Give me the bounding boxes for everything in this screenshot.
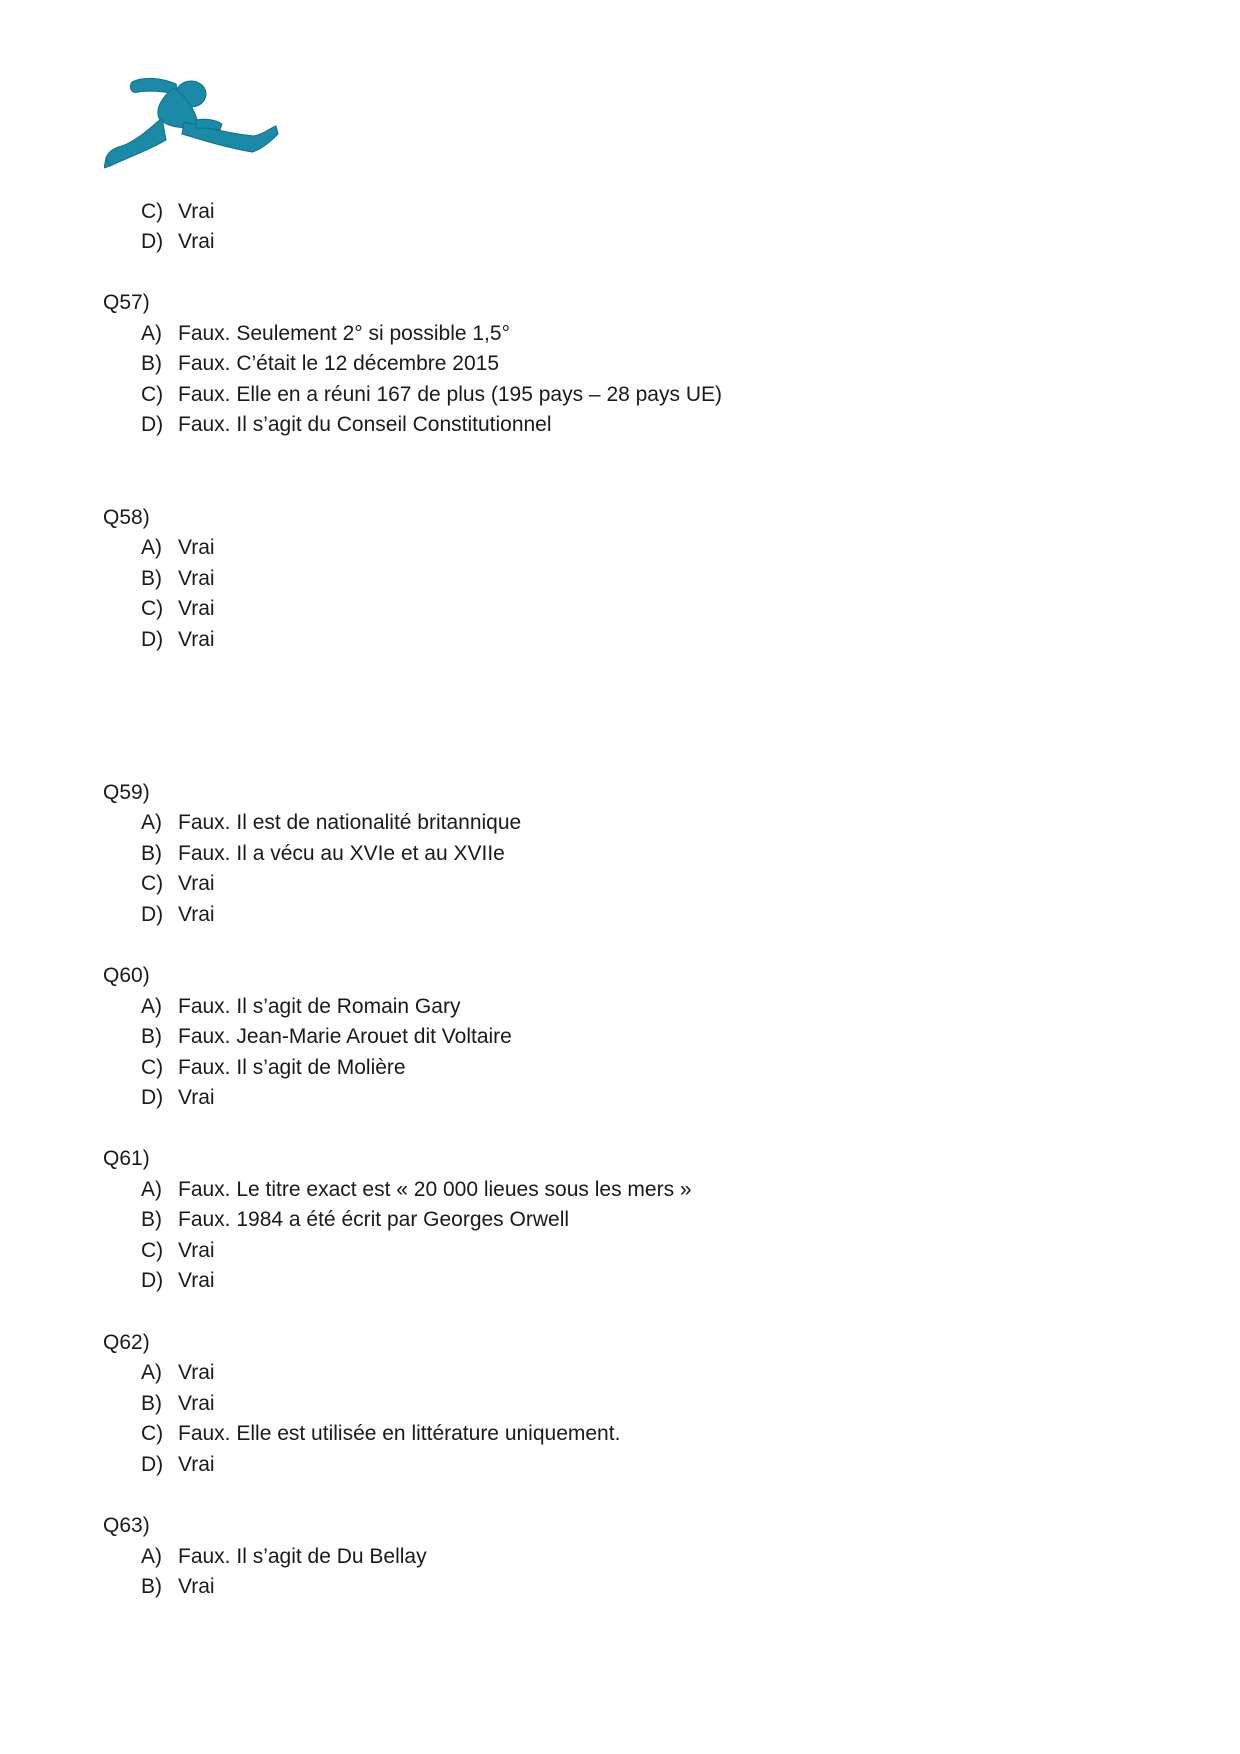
answer-text: Vrai bbox=[178, 567, 215, 590]
answer-letter: A) bbox=[141, 536, 162, 559]
answer-text: Faux. Il a vécu au XVIe et au XVIIe bbox=[178, 842, 505, 865]
answer-text: Faux. Elle en a réuni 167 de plus (195 pays – 28 pays UE) bbox=[178, 383, 722, 406]
answer-letter: D) bbox=[141, 628, 164, 651]
answer-letter: B) bbox=[141, 1575, 162, 1598]
answer-text: Vrai bbox=[178, 230, 215, 253]
answer-letter: A) bbox=[141, 995, 162, 1018]
answer-letter: B) bbox=[141, 1392, 162, 1415]
answer-letter: C) bbox=[141, 200, 164, 223]
answer-text: Faux. 1984 a été écrit par Georges Orwell bbox=[178, 1208, 570, 1231]
answer-text: Vrai bbox=[178, 1453, 215, 1476]
answer-letter: C) bbox=[141, 383, 164, 406]
answer-text: Faux. Elle est utilisée en littérature uniquement. bbox=[178, 1422, 621, 1445]
answer-letter: D) bbox=[141, 230, 164, 253]
answer-text: Vrai bbox=[178, 1239, 215, 1262]
answer-letter: C) bbox=[141, 1239, 164, 1262]
answer-letter: B) bbox=[141, 567, 162, 590]
answer-letter: D) bbox=[141, 1086, 164, 1109]
answer-text: Vrai bbox=[178, 903, 215, 926]
answer-text: Faux. Il s’agit de Romain Gary bbox=[178, 995, 461, 1018]
answer-text: Faux. Il s’agit du Conseil Constitutionnel bbox=[178, 413, 552, 436]
answer-text: Vrai bbox=[178, 1269, 215, 1292]
runner-logo bbox=[104, 72, 280, 176]
answer-text: Vrai bbox=[178, 1361, 215, 1384]
answer-letter: D) bbox=[141, 413, 164, 436]
answer-letter: B) bbox=[141, 1025, 162, 1048]
answer-text: Vrai bbox=[178, 1392, 215, 1415]
answer-letter: A) bbox=[141, 1361, 162, 1384]
answer-letter: C) bbox=[141, 597, 164, 620]
question-label: Q59) bbox=[103, 781, 150, 804]
answer-text: Faux. Le titre exact est « 20 000 lieues sous les mers » bbox=[178, 1178, 692, 1201]
answer-text: Vrai bbox=[178, 200, 215, 223]
answer-letter: D) bbox=[141, 1269, 164, 1292]
answer-text: Faux. C’était le 12 décembre 2015 bbox=[178, 352, 500, 375]
answer-text: Vrai bbox=[178, 536, 215, 559]
question-label: Q62) bbox=[103, 1331, 150, 1354]
answer-letter: A) bbox=[141, 811, 162, 834]
answer-text: Faux. Il s’agit de Molière bbox=[178, 1056, 406, 1079]
answer-text: Vrai bbox=[178, 628, 215, 651]
answer-letter: B) bbox=[141, 352, 162, 375]
runner-icon bbox=[104, 72, 280, 176]
answer-text: Faux. Il est de nationalité britannique bbox=[178, 811, 522, 834]
answer-text: Faux. Il s’agit de Du Bellay bbox=[178, 1545, 427, 1568]
question-label: Q61) bbox=[103, 1147, 150, 1170]
question-label: Q63) bbox=[103, 1514, 150, 1537]
question-label: Q57) bbox=[103, 291, 150, 314]
answer-text: Faux. Seulement 2° si possible 1,5° bbox=[178, 322, 510, 345]
answer-letter: C) bbox=[141, 872, 164, 895]
answer-letter: D) bbox=[141, 903, 164, 926]
answer-text: Vrai bbox=[178, 1575, 215, 1598]
answer-letter: C) bbox=[141, 1422, 164, 1445]
answer-text: Vrai bbox=[178, 597, 215, 620]
answer-letter: D) bbox=[141, 1453, 164, 1476]
question-label: Q60) bbox=[103, 964, 150, 987]
answer-letter: A) bbox=[141, 322, 162, 345]
answer-letter: B) bbox=[141, 842, 162, 865]
answer-letter: C) bbox=[141, 1056, 164, 1079]
answer-text: Faux. Jean-Marie Arouet dit Voltaire bbox=[178, 1025, 512, 1048]
answer-letter: A) bbox=[141, 1545, 162, 1568]
answer-letter: A) bbox=[141, 1178, 162, 1201]
answer-text: Vrai bbox=[178, 872, 215, 895]
answer-text: Vrai bbox=[178, 1086, 215, 1109]
question-label: Q58) bbox=[103, 506, 150, 529]
answer-letter: B) bbox=[141, 1208, 162, 1231]
